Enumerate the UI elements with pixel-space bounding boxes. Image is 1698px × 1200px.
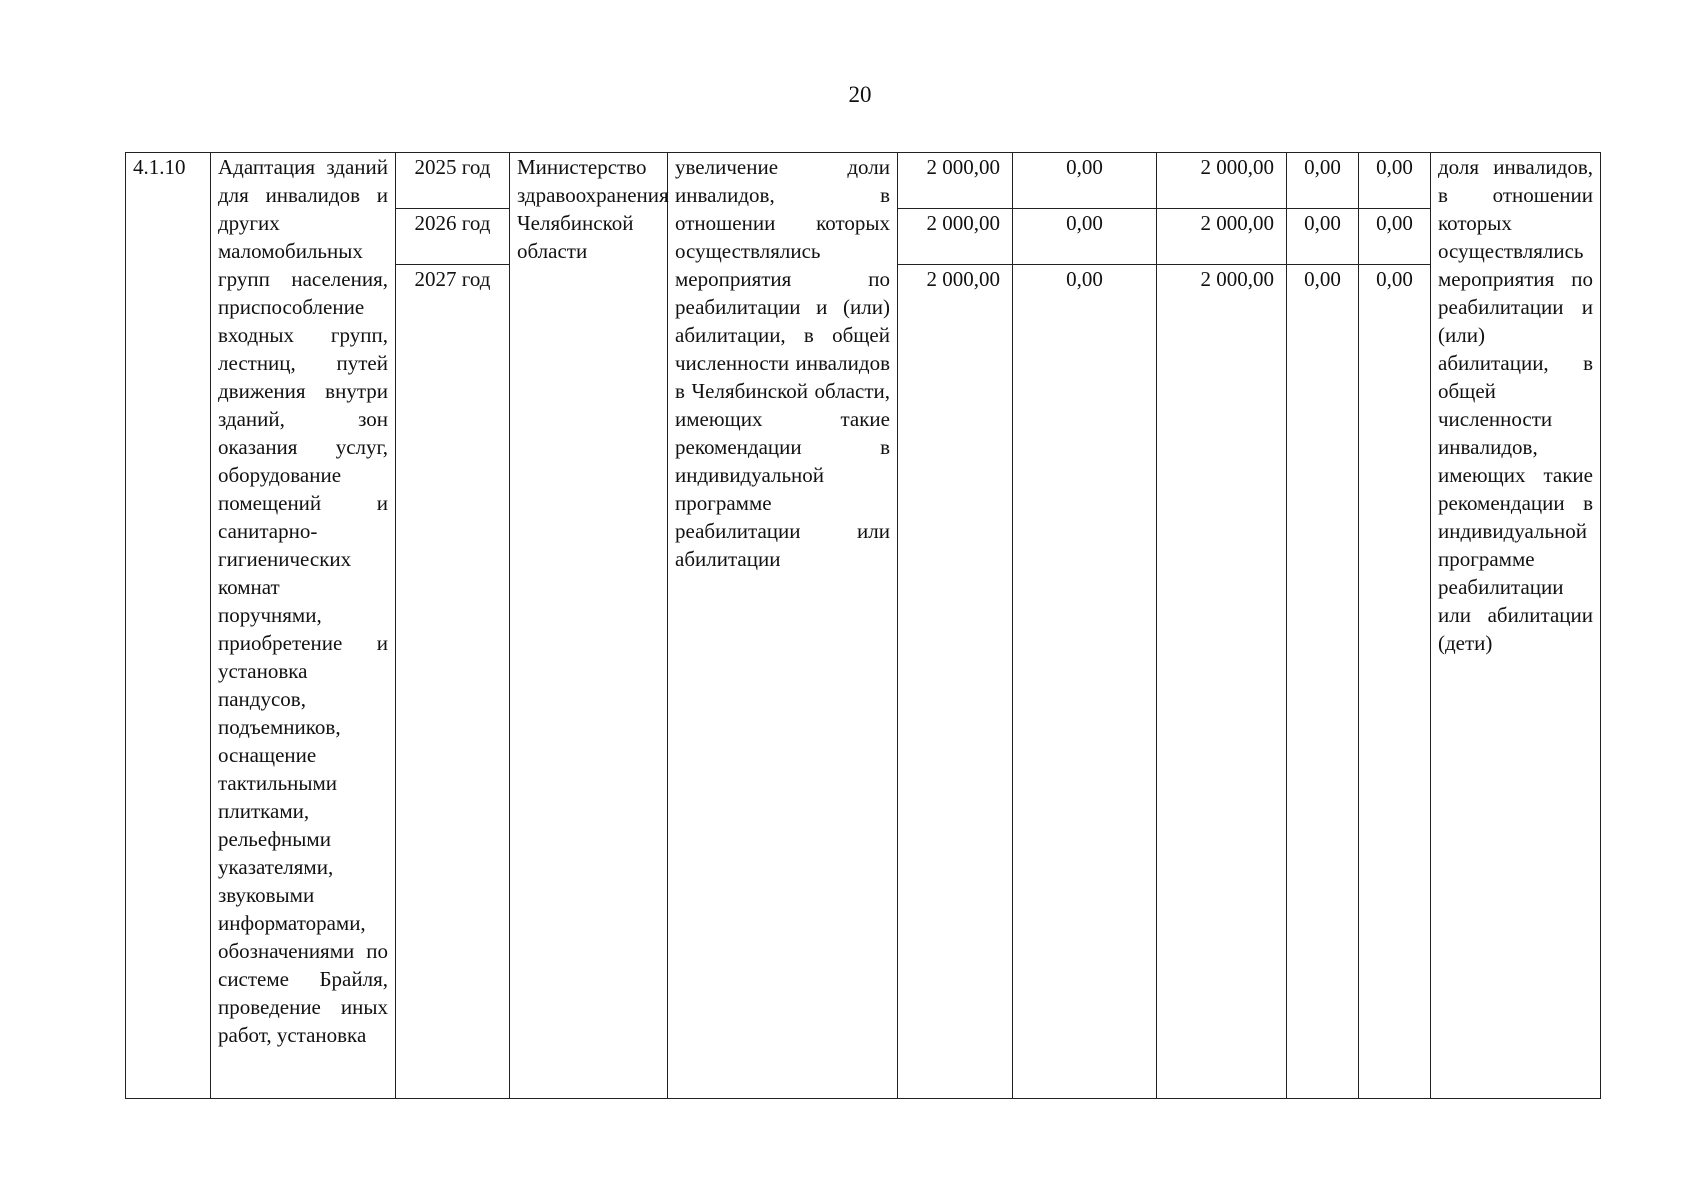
amount-cell: 0,00	[1013, 153, 1157, 209]
expected-result: увеличение доли инвалидов, в отношении которых осуществлялись мероприятия по реабилитации и (или) абилитации, в общей численности инвалидов в Челябинской области, имеющих такие рекомендации в индивидуальной программе реабилитации или абилитации	[668, 153, 898, 1099]
target-indicator: доля инвалидов, в отношении которых осуществлялись мероприятия по реабилитации и (или) абилитации, в общей численности инвалидов, имеющих такие рекомендации в индивидуальной программе реабилитации или абилитации (дети)	[1431, 153, 1601, 1099]
amount-cell: 0,00	[1287, 209, 1359, 265]
amount-cell: 2 000,00	[1157, 153, 1287, 209]
total-amount: 2 000,00	[898, 265, 1013, 1099]
amount-cell: 0,00	[1013, 209, 1157, 265]
amount-cell: 0,00	[1359, 209, 1431, 265]
table-row	[126, 153, 1601, 209]
year-cell: 2025 год	[396, 153, 510, 209]
item-code: 4.1.10	[126, 153, 211, 1099]
page-number: 20	[848, 82, 872, 107]
amount-cell: 2 000,00	[1157, 265, 1287, 1099]
total-amount: 2 000,00	[898, 209, 1013, 265]
amount-cell: 0,00	[1359, 265, 1431, 1099]
year-cell: 2026 год	[396, 209, 510, 265]
amount-cell: 0,00	[1359, 153, 1431, 209]
executor: Министерство здравоохранения Челябинской области	[510, 153, 668, 1099]
amount-cell: 0,00	[1013, 265, 1157, 1099]
program-table	[125, 152, 1601, 1099]
amount-cell: 0,00	[1287, 265, 1359, 1099]
amount-cell: 0,00	[1287, 153, 1359, 209]
measure-description: Адаптация зданий для инвалидов и других маломобильных групп населения, приспособление входных групп, лестниц, путей движения внутри зданий, зон оказания услуг, оборудование помещений и санитарно-гигиенических комнат поручнями, приобретение и установка пандусов, подъемников, оснащение тактильными плитками, рельефными указателями, звуковыми информаторами, обозначениями по системе Брайля, проведение иных работ, установка	[211, 153, 396, 1099]
total-amount: 2 000,00	[898, 153, 1013, 209]
year-cell: 2027 год	[396, 265, 510, 1099]
amount-cell: 2 000,00	[1157, 209, 1287, 265]
